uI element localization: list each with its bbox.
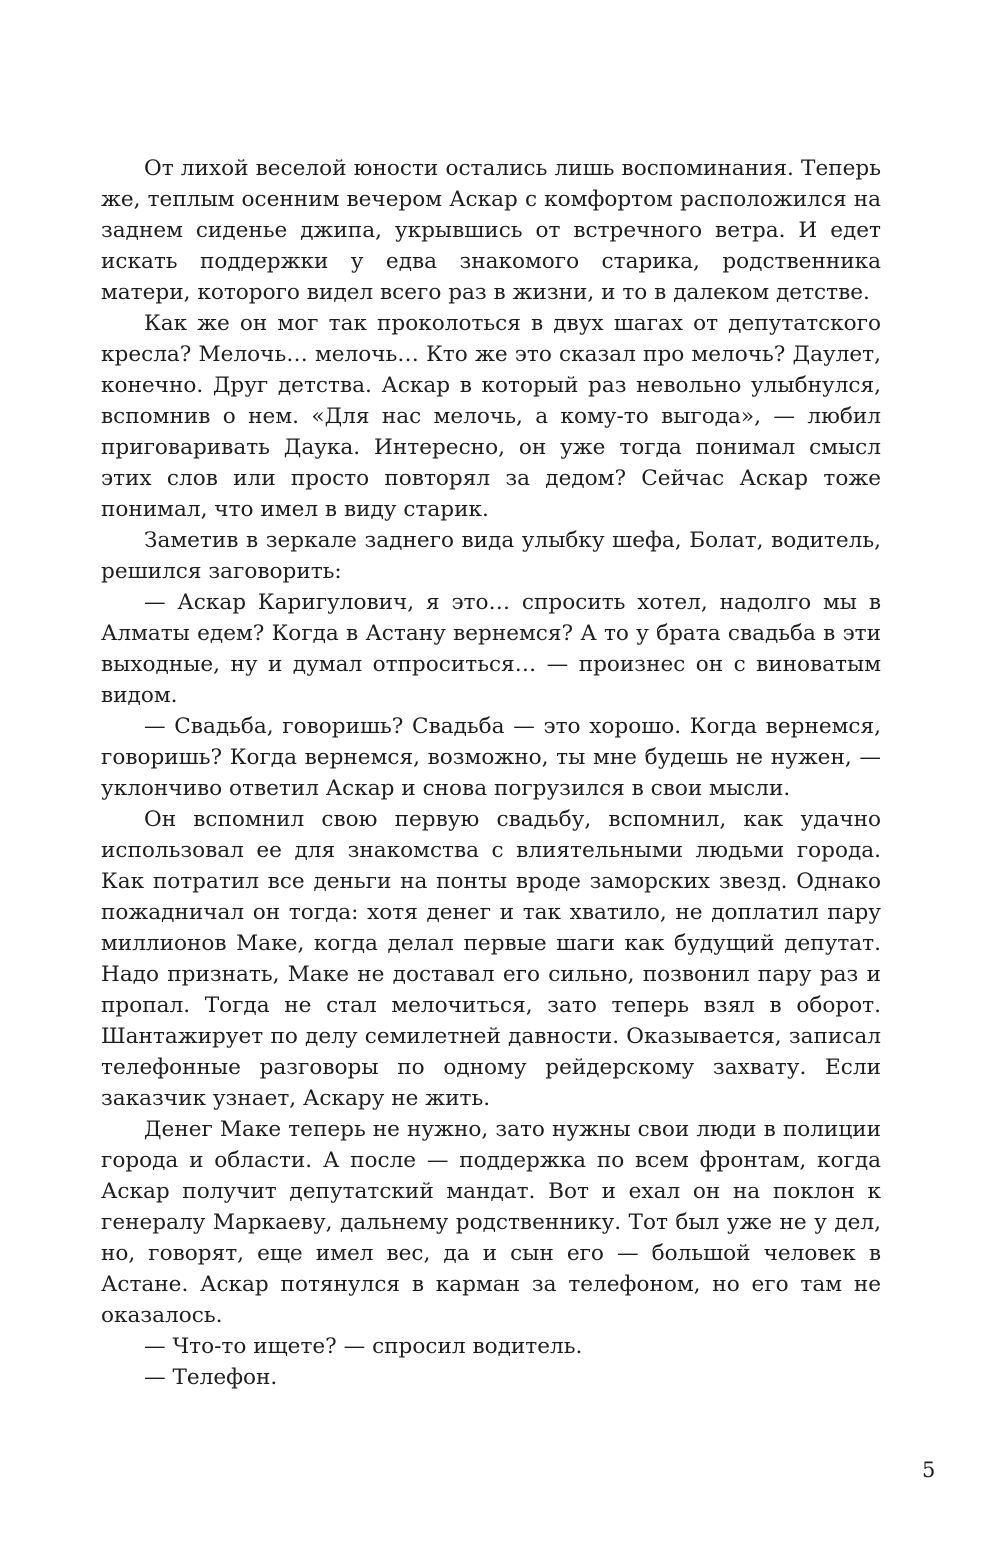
dialogue-line-4: — Телефон.	[144, 1365, 278, 1390]
paragraph-3: Заметив в зеркале заднего вида улыбку шефа, Болат, водитель, решился заговорить:	[101, 528, 881, 584]
dialogue-line-3: — Что-то ищете? — спросил водитель.	[144, 1334, 583, 1359]
paragraph-4: Он вспомнил свою первую свадьбу, вспомнил, как удачно использовал ее для знакомства с влиятельными людьми города. Как потратил все деньги на понты вроде заморских звезд. Однако пожадничал он тогда: хотя денег и так хватило, не доплатил пару миллионов Маке, когда делал первые шаги как будущий депутат. Надо признать, Маке не доставал его сильно, позвонил пару раз и пропал. Тогда не стал мелочиться, зато теперь взял в оборот. Шантажирует по делу семилетней давности. Оказывается, записал телефонные разговоры по одному рейдерскому захвату. Если заказчик узнает, Аскару не жить.	[101, 807, 881, 1111]
page-number: 5	[922, 1458, 936, 1482]
paragraph-5: Денег Маке теперь не нужно, зато нужны свои люди в полиции города и области. А после — поддержка по всем фронтам, когда Аскар получит депутатский мандат. Вот и ехал он на поклон к генералу Маркаеву, дальнему родственнику. Тот был уже не у дел, но, говорят, еще имел вес, да и сын его — большой человек в Астане. Аскар потянулся в карман за телефоном, но его там не оказалось.	[101, 1117, 881, 1328]
dialogue-line-1: — Аскар Каригулович, я это… спросить хотел, надолго мы в Алматы едем? Когда в Астану вернемся? А то у брата свадьба в эти выходные, ну и думал отпроситься… — произнес он с виноватым видом.	[101, 590, 881, 708]
book-page-text	[101, 153, 881, 1393]
paragraph-1: От лихой веселой юности остались лишь воспоминания. Теперь же, теплым осенним вечером Аскар с комфортом расположился на заднем сиденье джипа, укрывшись от встречного ветра. И едет искать поддержки у едва знакомого старика, родственника матери, которого видел всего раз в жизни, и то в далеком детстве.	[101, 156, 881, 305]
dialogue-line-2: — Свадьба, говоришь? Свадьба — это хорошо. Когда вернемся, говоришь? Когда вернемся, возможно, ты мне будешь не нужен, — уклончиво ответил Аскар и снова погрузился в свои мысли.	[101, 714, 881, 801]
paragraph-2: Как же он мог так проколоться в двух шагах от депутатского кресла? Мелочь… мелочь… Кто же это сказал про мелочь? Даулет, конечно. Друг детства. Аскар в который раз невольно улыбнулся, вспомнив о нем. «Для нас мелочь, а кому-то выгода», — любил приговаривать Даука. Интересно, он уже тогда понимал смысл этих слов или просто повторял за дедом? Сейчас Аскар тоже понимал, что имел в виду старик.	[101, 311, 881, 522]
